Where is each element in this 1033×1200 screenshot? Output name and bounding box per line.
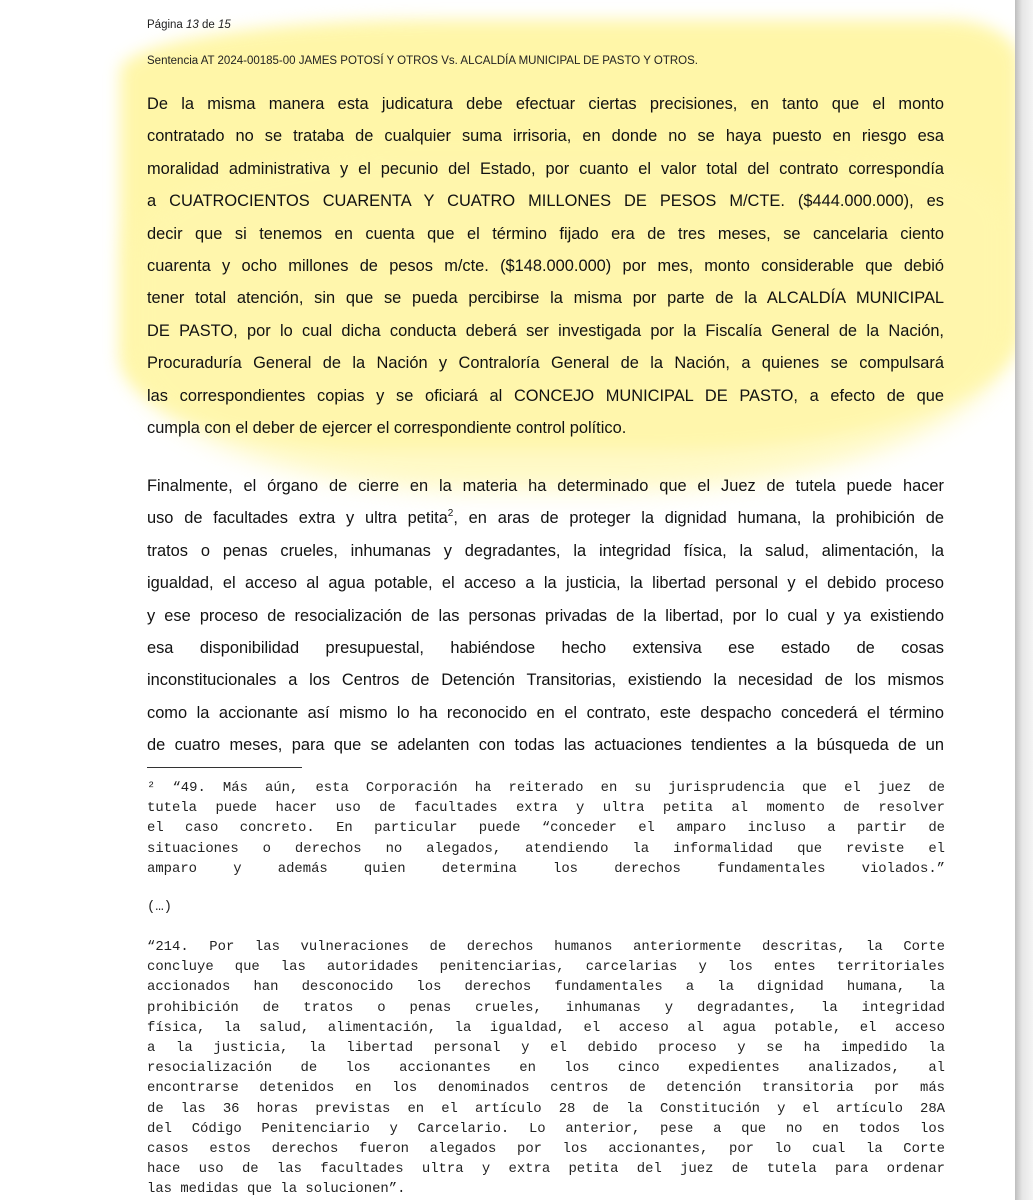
text-line: inconstitucionales a los Centros de Detención Transitorias, existiendo la necesidad de los mismos xyxy=(147,671,944,690)
text-line: uso de facultades extra y ultra petita$^2$, en aras de proteger la dignidad humana, la prohibición de xyxy=(147,508,944,528)
text-line: de cuatro meses, para que se adelanten con todas las actuaciones tendientes a la búsqueda de un xyxy=(147,736,944,755)
text-line: las correspondientes copias y se oficiará al CONCEJO MUNICIPAL DE PASTO, a efecto de que xyxy=(147,386,944,405)
text-line: Finalmente, el órgano de cierre en la materia ha determinado que el Juez de tutela puede hacer xyxy=(147,477,944,495)
footnote-line: encontrarse detenidos en los denominados centros de detención transitoria por más xyxy=(147,1080,945,1097)
text-line: cuarenta y ocho millones de pesos m/cte. ($148.000.000) por mes, monto considerable que debió xyxy=(147,256,944,275)
footnote-line: del Código Penitenciario y Carcelario. Lo anterior, pese a que no en todos los xyxy=(147,1120,945,1137)
text-line: DE PASTO, por lo cual dicha conducta deberá ser investigada por la Fiscalía General de la Nación, xyxy=(147,321,944,340)
footnote-line: concluye que las autoridades penitenciarias, carcelarias y los entes territoriales xyxy=(147,959,945,976)
footnote-line: el caso concreto. En particular puede “conceder el amparo incluso a partir de xyxy=(147,820,945,837)
text-line: De la misma manera esta judicatura debe efectuar ciertas precisiones, en tanto que el monto xyxy=(147,95,944,113)
footnote-2 xyxy=(147,778,945,879)
text-line: tratos o penas crueles, inhumanas y degradantes, la integridad física, la salud, alimentación, la xyxy=(147,541,944,560)
text-line: igualdad, el acceso al agua potable, el acceso a la justicia, la libertad personal y el debido proceso xyxy=(147,574,944,593)
text-line: a CUATROCIENTOS CUARENTA Y CUATRO MILLONES DE PESOS M/CTE. ($444.000.000), es xyxy=(147,192,944,211)
text-line: Procuraduría General de la Nación y Contraloría General de la Nación, a quienes se compulsará xyxy=(147,354,944,373)
body-paragraph xyxy=(147,470,944,762)
footnote-line: “214. Por las vulneraciones de derechos humanos anteriormente descritas, la Corte xyxy=(147,939,945,955)
text-line: como la accionante así mismo lo ha reconocido en el contrato, este despacho concederá el término xyxy=(147,703,944,722)
text-line: contratado no se trataba de cualquier suma irrisoria, en donde no se haya puesto en riesgo esa xyxy=(147,127,944,146)
footnote-line: resocialización de los accionantes en los cinco expedientes analizados, al xyxy=(147,1060,945,1077)
case-reference-header: Sentencia AT 2024-00185-00 JAMES POTOSÍ Y OTROS Vs. ALCALDÍA MUNICIPAL DE PASTO Y OTROS. xyxy=(147,55,698,67)
footnote-line: casos estos derechos fueron alegados por los accionantes, por lo cual la Corte xyxy=(147,1140,945,1157)
footnote-line: hace uso de las facultades ultra y extra petita del juez de tutela para ordenar xyxy=(147,1161,945,1178)
footnote-line: tutela puede hacer uso de facultades extra y ultra petita al momento de resolver xyxy=(147,800,945,817)
text-line: cumpla con el deber de ejercer el correspondiente control político. xyxy=(147,418,627,437)
footnote-line: de las 36 horas previstas en el artículo 28 de la Constitución y el artículo 28A xyxy=(147,1100,945,1117)
text-line: tener total atención, sin que se pueda percibirse la misma por parte de la ALCALDÍA MUNICIPAL xyxy=(147,289,944,308)
text-line: decir que si tenemos en cuenta que el término fijado era de tres meses, se cancelaria ciento xyxy=(147,224,944,243)
footnote-line: ² “49. Más aún, esta Corporación ha reiterado en su jurisprudencia que el juez de xyxy=(147,780,945,796)
text-line: moralidad administrativa y el pecunio del Estado, por cuanto el valor total del contrato correspondía xyxy=(147,159,944,178)
footnote-ellipsis: (…) xyxy=(147,899,173,915)
footnote-line: las medidas que la solucionen”. xyxy=(147,1181,406,1198)
footnote-line: situaciones o derechos no alegados, atendiendo la informalidad que reviste el xyxy=(147,840,945,857)
text-line: y ese proceso de resocialización de las personas privadas de la libertad, por lo cual y ya existiendo xyxy=(147,606,944,625)
footnote-line: física, la salud, alimentación, la igualdad, el acceso al agua potable, el acceso xyxy=(147,1019,945,1036)
text-line: esa disponibilidad presupuestal, habiéndose hecho extensiva ese estado de cosas xyxy=(147,638,944,657)
footnote-line: accionados han desconocido los derechos fundamentales a la dignidad humana, la xyxy=(147,979,945,996)
footnote-separator xyxy=(147,767,302,768)
page-edge-shadow xyxy=(1015,0,1033,1200)
footnote-line: a la justicia, la libertad personal y el debido proceso y se ha impedido la xyxy=(147,1039,945,1056)
footnote-line: amparo y además quien determina los derechos fundamentales violados.” xyxy=(147,860,945,877)
footnote-reference[interactable]: 2 xyxy=(447,508,454,520)
footnote-line: prohibición de tratos o penas crueles, inhumanas y degradantes, la integridad xyxy=(147,999,945,1016)
highlighted-paragraph xyxy=(147,88,944,444)
page-number: Página 13 de 15 xyxy=(147,19,231,31)
footnote-quote xyxy=(147,937,945,1199)
